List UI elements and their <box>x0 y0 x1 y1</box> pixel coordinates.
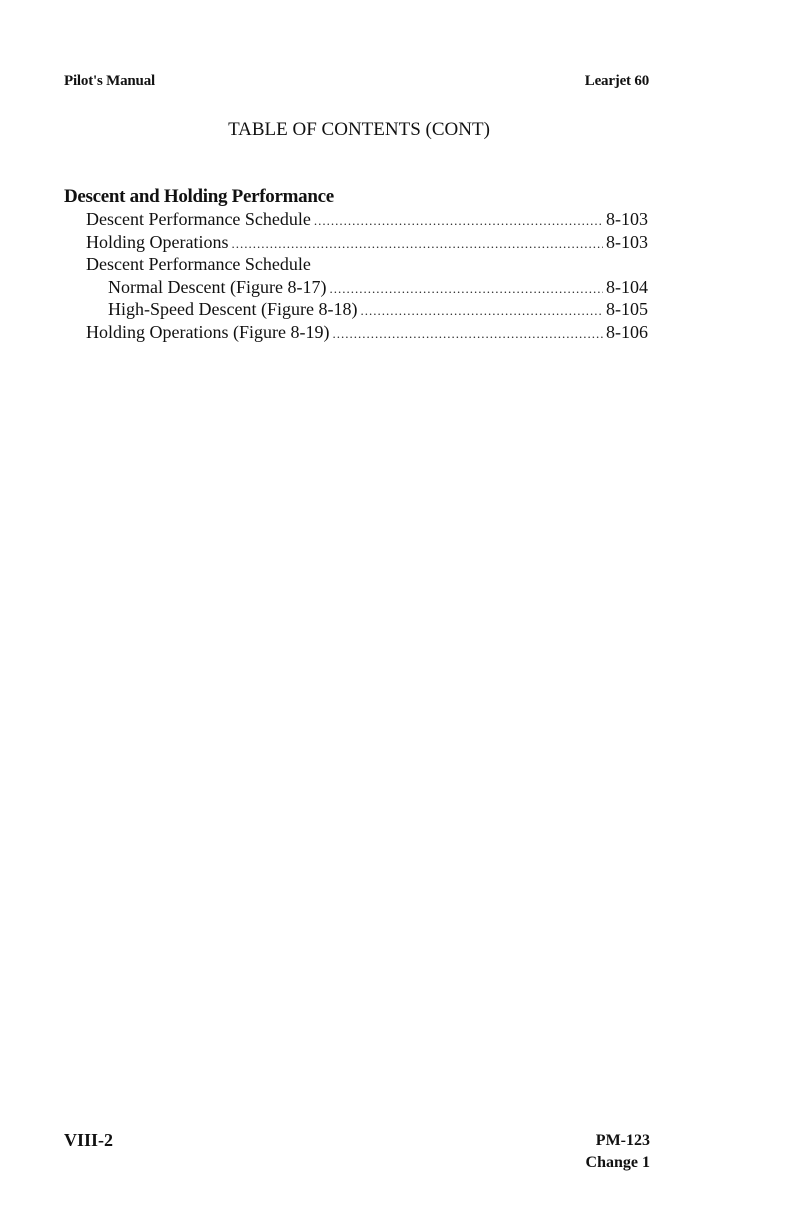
dot-leader <box>231 233 603 256</box>
toc-entry-page: 8-103 <box>606 209 648 229</box>
dot-leader <box>329 278 603 301</box>
toc-entry-page: 8-106 <box>606 321 648 342</box>
toc-subheading <box>64 253 648 276</box>
toc-entry <box>64 276 648 299</box>
dot-leader <box>360 300 603 323</box>
toc-entry-page: 8-104 <box>606 276 648 297</box>
toc-entry <box>64 321 648 344</box>
toc-entry-label: Holding Operations <box>86 231 229 252</box>
change-number: Change 1 <box>585 1154 650 1171</box>
toc-entry-page: 8-103 <box>606 231 648 252</box>
document-number: PM-123 <box>595 1132 650 1149</box>
toc-subheading-label: Descent Performance Schedule <box>86 254 311 274</box>
page-number: VIII-2 <box>64 1130 114 1150</box>
dot-leader <box>314 210 603 233</box>
page-title: TABLE OF CONTENTS (CONT) <box>228 119 490 140</box>
dot-leader <box>332 323 603 346</box>
toc-list <box>64 208 648 343</box>
running-header-aircraft-model: Learjet 60 <box>584 73 649 89</box>
toc-entry-label: High-Speed Descent (Figure 8-18) <box>108 299 358 319</box>
toc-entry-label: Holding Operations (Figure 8-19) <box>86 321 330 342</box>
toc-entry-page: 8-105 <box>606 299 648 319</box>
toc-entry-label: Descent Performance Schedule <box>86 209 311 229</box>
toc-entry-label: Normal Descent (Figure 8-17) <box>108 276 327 297</box>
toc-entry <box>64 208 648 231</box>
toc-entry <box>64 231 648 254</box>
section-heading: Descent and Holding Performance <box>64 186 334 207</box>
toc-entry <box>64 298 648 321</box>
document-revision-block <box>586 1130 650 1174</box>
running-header-manual-title: Pilot's Manual <box>64 73 155 89</box>
